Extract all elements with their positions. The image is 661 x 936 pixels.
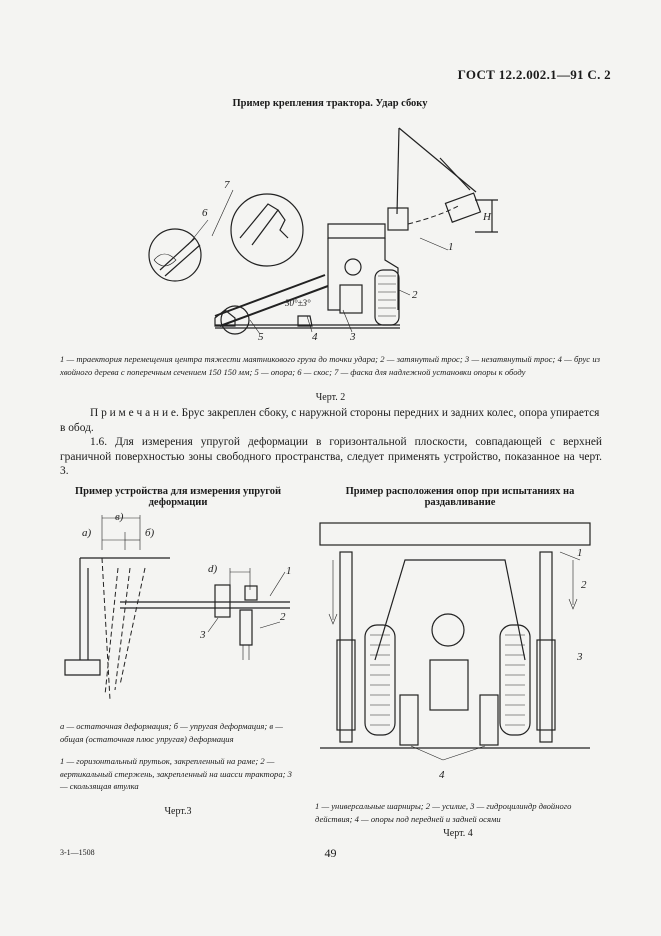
figure3-caption-a: а — остаточная деформация; б — упругая деформация; в — общая (остаточная плюс упругая) деформация <box>60 721 283 744</box>
svg-text:a): a) <box>82 527 92 539</box>
svg-text:2: 2 <box>280 611 286 623</box>
gost-reference: ГОСТ 12.2.002.1—91 С. 2 <box>457 67 611 82</box>
svg-text:3: 3 <box>577 651 583 663</box>
note-prefix: П р и м е ч а н и е. <box>90 407 179 419</box>
svg-text:5: 5 <box>258 331 264 343</box>
figure2-title: Пример крепления трактора. Удар сбоку <box>232 98 428 109</box>
page-number: 49 <box>324 846 337 860</box>
svg-text:3: 3 <box>200 629 206 641</box>
svg-text:d): d) <box>208 563 218 575</box>
paragraph-1-6: 1.6. Для измерения упругой деформации в горизонтальной плоскости, совпадающей с верхней граничной поверхностью зоны свободного пространства, следует применять устройство, показанное на черт. 3. <box>60 436 602 477</box>
svg-text:2: 2 <box>412 289 418 301</box>
figure3-title: Пример устройства для измерения упругой деформации <box>74 486 282 508</box>
note-text: Брус закреплен сбоку, с наружной стороны передних и задних колес, опора упирается в обод. <box>60 407 600 434</box>
fig2-h-label: H <box>483 211 491 223</box>
svg-text:б): б) <box>145 527 155 539</box>
svg-text:6: 6 <box>202 207 208 219</box>
figure4-label: Черт. 4 <box>443 828 473 839</box>
figure2-caption: 1 — траектория перемещения центра тяжести маятникового груза до точки удара; 2 — затянутый трос; 3 — незатянутый трос; 4 — брус из хвойного дерева с поперечным сечением 150 150 мм; 5 — опора; 6 — скос; 7 — фаска для надлежной установки опоры к ободу <box>60 354 600 377</box>
print-code: 3-1—1508 <box>60 848 95 857</box>
figure3-caption-b: 1 — горизонтальный прутьок, закрепленный на раме; 2 — вертикальный стержень, закрепленный на шасси трактора; 3 — скользящая втулка <box>60 756 292 791</box>
svg-text:в): в) <box>115 511 124 523</box>
figure3-drawing <box>60 510 296 710</box>
svg-text:1: 1 <box>577 547 583 559</box>
figure4-title: Пример расположения опор при испытаниях на раздавливание <box>345 486 575 508</box>
figure2-label: Черт. 2 <box>315 392 346 403</box>
note <box>60 406 602 435</box>
fig2-angle: 30°±3° <box>285 298 311 308</box>
figure4-drawing <box>315 520 605 790</box>
svg-text:1: 1 <box>448 241 454 253</box>
svg-text:2: 2 <box>581 579 587 591</box>
svg-text:3: 3 <box>350 331 356 343</box>
svg-text:4: 4 <box>312 331 318 343</box>
figure4-caption: 1 — универсальные шарниры; 2 — усилие, 3 — гидроцилиндр двойного действия; 4 — опоры под передней и задней осями <box>315 801 572 824</box>
svg-text:7: 7 <box>224 179 230 191</box>
svg-text:1: 1 <box>286 565 292 577</box>
figure2-drawing <box>140 120 500 343</box>
figure3-label: Черт.3 <box>164 806 192 817</box>
svg-text:4: 4 <box>439 769 445 781</box>
